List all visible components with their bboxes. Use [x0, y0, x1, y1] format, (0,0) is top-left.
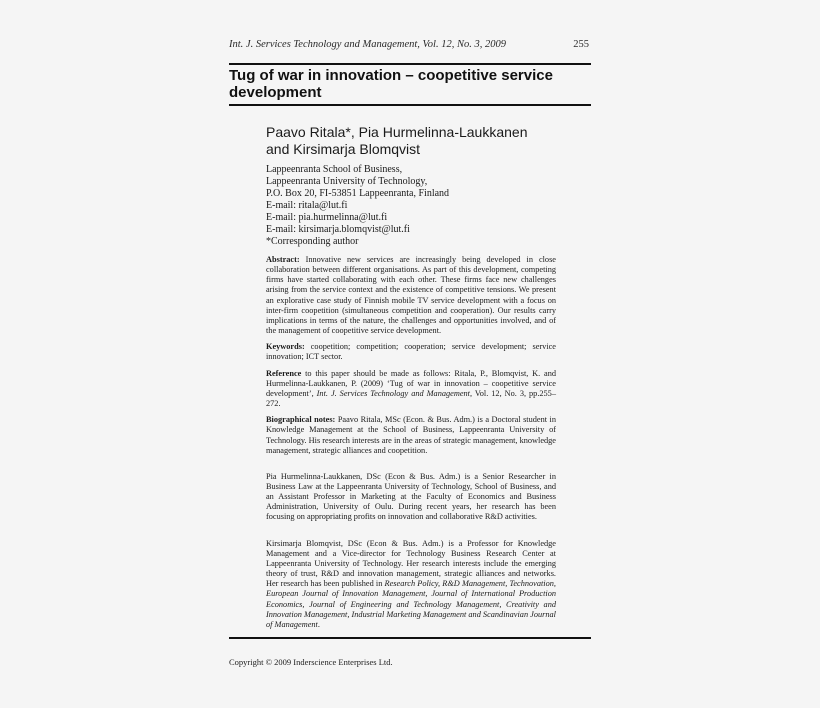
abstract-label: Abstract:: [266, 255, 300, 264]
article-title: Tug of war in innovation – coopetitive service development: [229, 67, 553, 101]
keywords: [266, 342, 556, 362]
keywords-label: Keywords:: [266, 342, 305, 352]
email-hurmelinna: E-mail: pia.hurmelinna@lut.fi: [266, 212, 388, 223]
running-header: [229, 39, 591, 53]
bio-blomqvist-journals: Research Policy, R&D Management, Technovation, European Journal of Innovation Management, Journal of International Production Economics, Journal of Engineering and Technology Management, Creativity and Innovation Management, Industrial Marketing Management and Scandinavian Journal of Management: [266, 579, 556, 629]
journal-citation: Int. J. Services Technology and Management, Vol. 12, No. 3, 2009: [229, 39, 506, 50]
page-number: 255: [573, 39, 589, 50]
abstract-text: Innovative new services are increasingly being developed in close collaboration between different organisations. As part of this development, competing firms have started collaborating with each other. These firms face new challenges arising from the service context and the existence of competitive tensions. We present an explorative case study of Finnish mobile TV service development with a focus on inter-firm coopetition (simultaneous competition and cooperation). Our results carry implications in terms of the nature, the challenges and opportunities involved, and of the management of coopetitive service development.: [266, 255, 556, 336]
authors-line-1: Paavo Ritala*, Pia Hurmelinna-Laukkanen: [266, 124, 528, 140]
corresponding-author-note: *Corresponding author: [266, 236, 359, 247]
title-bottom-rule: [229, 104, 591, 106]
bio-label: Biographical notes:: [266, 415, 336, 425]
authors-line-2: and Kirsimarja Blomqvist: [266, 141, 421, 157]
reference-note: [266, 369, 556, 410]
reference-text: to this paper should be made as follows: Ritala, P., Blomqvist, K. and Hurmelinna-Laukkanen, P. (2009) ‘Tug of war in innovation – coopetitive service development’,: [266, 368, 556, 398]
reference-journal: Int. J. Services Technology and Management: [316, 388, 470, 398]
bio-blomqvist-end: .: [317, 619, 320, 629]
affiliation-school: Lappeenranta School of Business,: [266, 164, 403, 175]
affiliation-address: P.O. Box 20, FI-53851 Lappeenranta, Finland: [266, 188, 450, 199]
footer-rule: [229, 637, 591, 639]
bio-blomqvist: [266, 539, 556, 630]
email-blomqvist: E-mail: kirsimarja.blomqvist@lut.fi: [266, 224, 410, 235]
reference-volume: , Vol. 12, No. 3, pp.255–272.: [266, 388, 556, 409]
title-top-rule: [229, 63, 591, 65]
bio-hurmelinna-text: Pia Hurmelinna-Laukkanen, DSc (Econ & Bus. Adm.) is a Senior Researcher in Business Law at the Lappeenranta University of Technology, School of Business, and an Assistant Professor in Marketing at the Faculty of Economics and Business Administration, University of Oulu. During recent years, her research has been focusing on appropriating profits on innovation and collaborative R&D activities.: [266, 471, 556, 522]
email-ritala: E-mail: ritala@lut.fi: [266, 200, 348, 211]
copyright-notice: Copyright © 2009 Inderscience Enterprises Ltd.: [229, 657, 393, 667]
bio-blomqvist-text: Kirsimarja Blomqvist, DSc (Econ & Bus. Adm.) is a Professor for Knowledge Management and a Vice-director for Technology Business Research Center at Lappeenranta University of Technology. Her research interests include the emerging theory of trust, R&D and innovation management, strategic alliances and networks. Her research has been published in: [266, 538, 556, 589]
author-list: [266, 124, 556, 158]
article-front-matter: [266, 124, 556, 636]
reference-label: Reference: [266, 368, 302, 378]
affiliation-university: Lappeenranta University of Technology,: [266, 176, 428, 187]
bio-hurmelinna: [266, 472, 556, 523]
keywords-text: coopetition; competition; cooperation; service development; service innovation; ICT sector.: [266, 342, 556, 362]
bio-ritala: [266, 415, 556, 456]
bio-ritala-text: Paavo Ritala, MSc (Econ. & Bus. Adm.) is a Doctoral student in Knowledge Management at the School of Business, Lappeenranta University of Technology. His research interests are in the areas of strategic management, knowledge management, strategic alliances and coopetition.: [266, 415, 556, 455]
affiliation-block: [266, 164, 556, 248]
abstract: [266, 255, 556, 336]
